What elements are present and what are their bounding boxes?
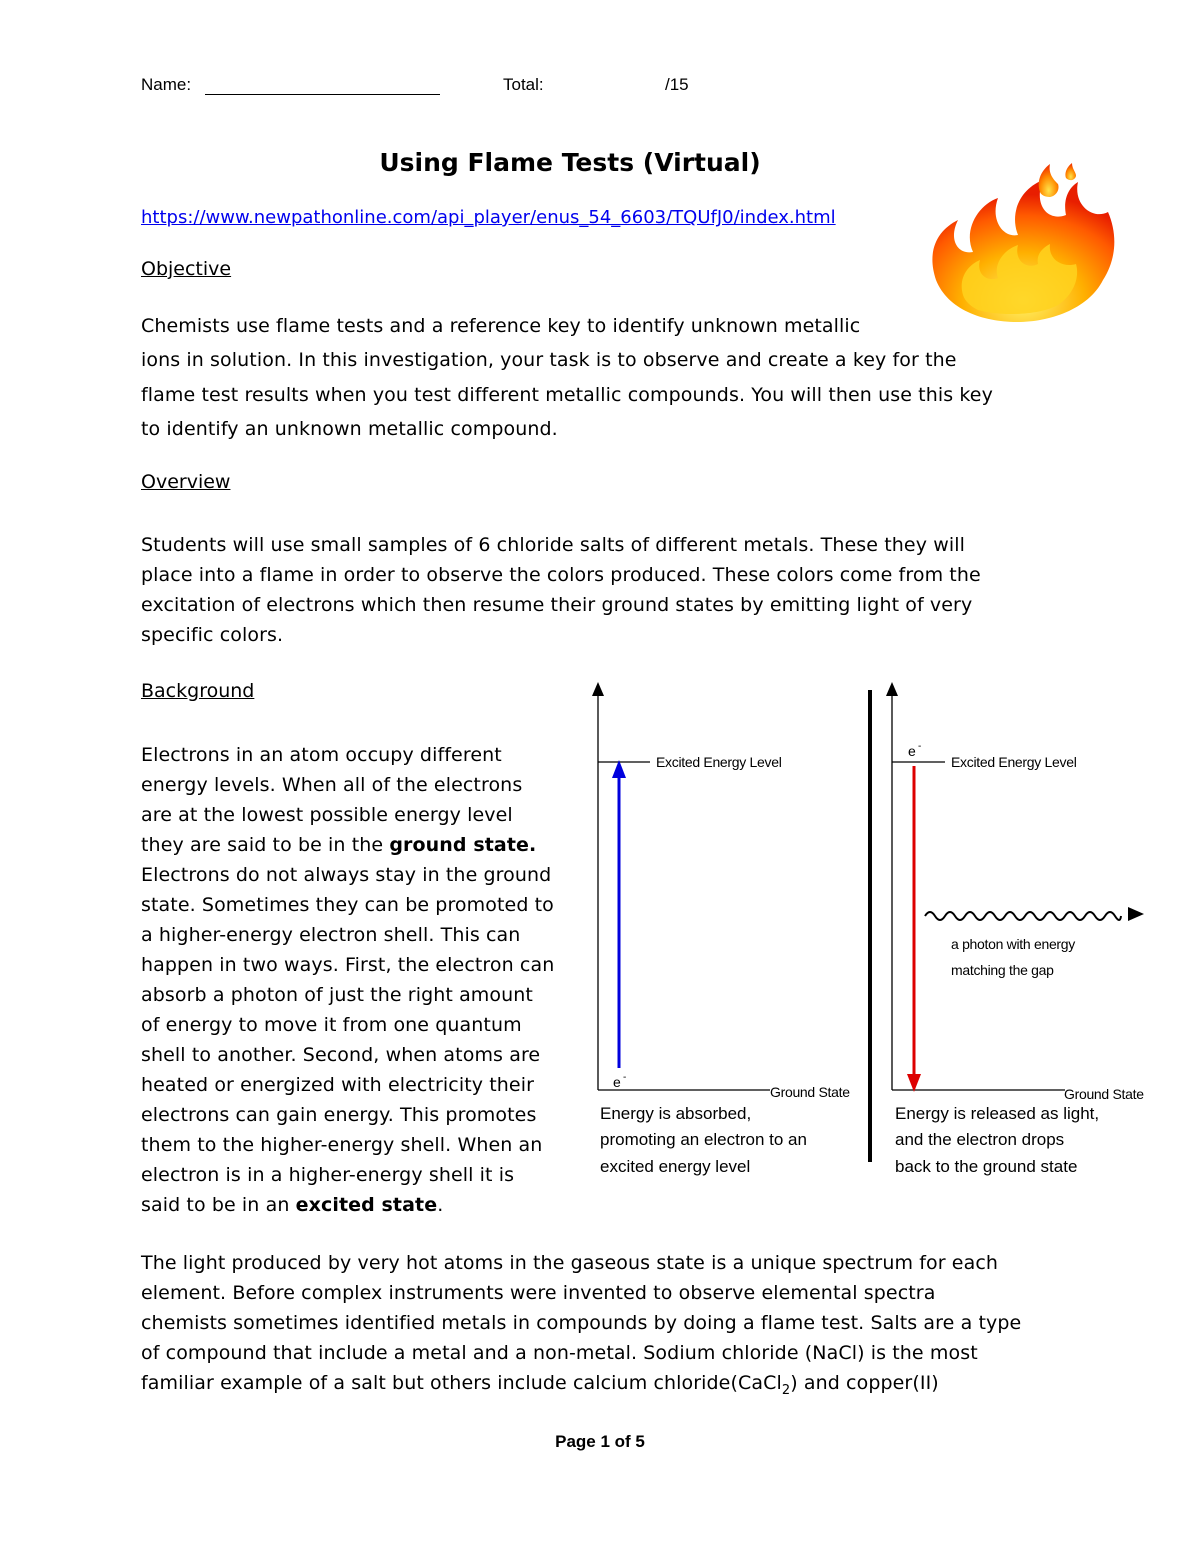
background-line-6: state. Sometimes they can be promoted to [141, 894, 554, 916]
flame-icon [918, 160, 1120, 328]
right-caption-line-1: Energy is released as light, [895, 1104, 1100, 1123]
background-line-2: energy levels. When all of the electrons [141, 774, 523, 796]
left-excited-label: Excited Energy Level [656, 754, 782, 770]
right-axis-arrowhead [886, 682, 898, 696]
ground-state-term: ground state. [389, 834, 537, 856]
overview-heading: Overview [141, 471, 231, 493]
closing-line-4: of compound that include a metal and a non-metal. Sodium chloride (NaCl) is the most [141, 1342, 978, 1364]
right-electron-charge: - [918, 741, 922, 752]
emission-arrowhead [907, 1074, 921, 1092]
background-line-10: of energy to move it from one quantum [141, 1014, 522, 1036]
background-period: . [437, 1194, 444, 1216]
photon-label-line-2: matching the gap [951, 962, 1054, 978]
closing-line-5 [141, 1368, 1021, 1406]
photon-wave [925, 912, 1121, 920]
left-electron-charge: - [623, 1072, 627, 1083]
photon-label-line-1: a photon with energy [951, 936, 1075, 952]
closing-line-1: The light produced by very hot atoms in the gaseous state is a unique spectrum for each [141, 1252, 999, 1274]
closing-line-5-pre: familiar example of a salt but others include calcium chloride(CaCl [141, 1372, 782, 1394]
background-line-3: are at the lowest possible energy level [141, 804, 513, 826]
left-ground-label: Ground State [770, 1084, 850, 1100]
right-caption-line-2: and the electron drops [895, 1130, 1065, 1149]
closing-line-3: chemists sometimes identified metals in compounds by doing a flame test. Salts are a type [141, 1312, 1022, 1334]
background-line-4 [141, 830, 581, 860]
objective-line-3: flame test results when you test different metallic compounds. You will then use this key [141, 384, 993, 406]
background-line-12: heated or energized with electricity their [141, 1074, 535, 1096]
right-electron-label: e [908, 743, 916, 759]
cacl2-subscript: 2 [781, 1382, 791, 1398]
background-line-14: them to the higher-energy shell. When an [141, 1134, 543, 1156]
background-line-13: electrons can gain energy. This promotes [141, 1104, 537, 1126]
background-line-16 [141, 1190, 581, 1220]
page-footer: Page 1 of 5 [555, 1432, 645, 1451]
closing-paragraph [141, 1248, 1021, 1406]
overview-line-3: excitation of electrons which then resume their ground states by emitting light of very [141, 594, 973, 616]
closing-line-2: element. Before complex instruments were invented to observe elemental spectra [141, 1282, 936, 1304]
closing-line-5-post: ) and copper(II) [790, 1372, 939, 1394]
background-line-4-text: they are said to be in the [141, 834, 384, 856]
background-line-16-text: said to be in an [141, 1194, 290, 1216]
background-line-15: electron is in a higher-energy shell it is [141, 1164, 515, 1186]
right-ground-label: Ground State [1064, 1086, 1144, 1102]
background-heading: Background [141, 680, 255, 702]
photon-arrowhead [1128, 907, 1144, 921]
objective-line-4: to identify an unknown metallic compound. [141, 418, 558, 440]
objective-heading: Objective [141, 258, 232, 280]
objective-line-2: ions in solution. In this investigation, your task is to observe and create a key for the [141, 349, 957, 371]
overview-line-2: place into a flame in order to observe the colors produced. These colors come from the [141, 564, 981, 586]
background-line-5: Electrons do not always stay in the ground [141, 864, 552, 886]
right-caption-line-3: back to the ground state [895, 1157, 1078, 1176]
background-line-1: Electrons in an atom occupy different [141, 744, 502, 766]
name-label: Name: [141, 75, 192, 94]
resource-link[interactable]: https://www.newpathonline.com/api_player/enus_54_6603/TQUfJ0/index.html [141, 207, 836, 228]
left-caption-line-1: Energy is absorbed, [600, 1104, 752, 1123]
right-excited-label: Excited Energy Level [951, 754, 1077, 770]
emission-panel [886, 682, 1144, 1176]
background-line-11: shell to another. Second, when atoms are [141, 1044, 541, 1066]
left-axis-arrowhead [592, 682, 604, 696]
total-value: /15 [665, 75, 689, 94]
background-line-7: a higher-energy electron shell. This can [141, 924, 521, 946]
left-electron-label: e [613, 1074, 621, 1090]
left-caption-line-3: excited energy level [600, 1157, 751, 1176]
page-title: Using Flame Tests (Virtual) [379, 148, 761, 177]
left-caption-line-2: promoting an electron to an [600, 1130, 807, 1149]
background-paragraph [141, 740, 581, 1220]
overview-line-1: Students will use small samples of 6 chloride salts of different metals. These they will [141, 534, 965, 556]
total-label: Total: [503, 75, 544, 94]
name-field[interactable] [205, 94, 440, 95]
excited-state-term: excited state [295, 1194, 438, 1216]
overview-line-4: specific colors. [141, 624, 284, 646]
background-line-9: absorb a photon of just the right amount [141, 984, 533, 1006]
objective-line-1: Chemists use flame tests and a reference key to identify unknown metallic [141, 315, 861, 337]
background-line-8: happen in two ways. First, the electron can [141, 954, 555, 976]
absorption-arrowhead [612, 760, 626, 778]
absorption-panel [592, 682, 850, 1176]
energy-level-diagram [580, 676, 1160, 1196]
